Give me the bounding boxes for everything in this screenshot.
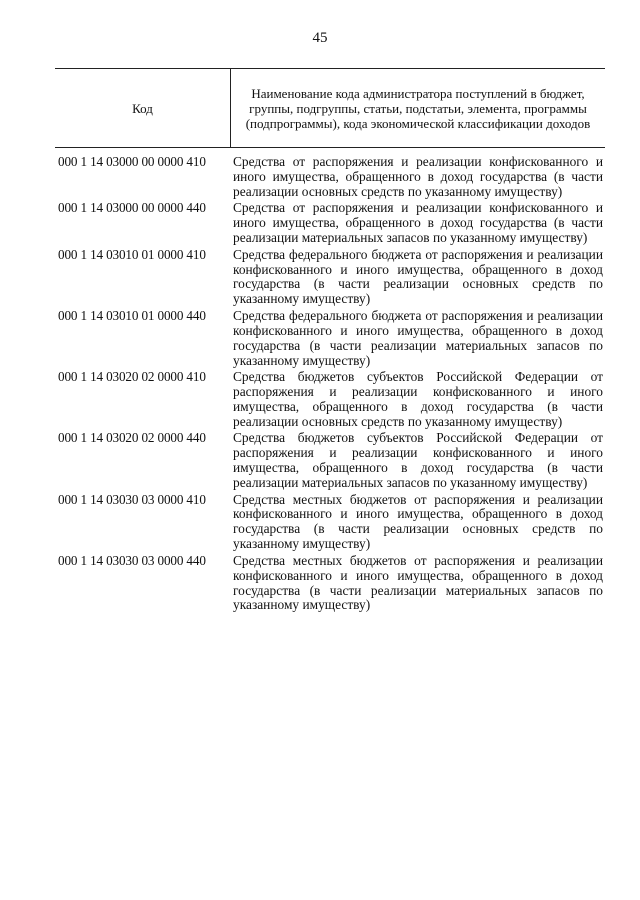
row-description: Средства федерального бюджета от распоряжения и реализации конфискованного и иного имущества, обращенного в доход государства (в части реализации основных средств по указанному имуществу) — [233, 246, 603, 307]
row-description: Средства местных бюджетов от распоряжения и реализации конфискованного и иного имущества, обращенного в доход государства (в части реализации основных средств по указанному имуществу) — [233, 491, 603, 552]
row-code: 000 1 14 03000 00 0000 440 — [58, 200, 206, 216]
row-description: Средства федерального бюджета от распоряжения и реализации конфискованного и иного имущества, обращенного в доход государства (в части реализации материальных запасов по указанному имуществу) — [233, 307, 603, 368]
table-row — [58, 155, 603, 200]
page-number: 45 — [312, 30, 328, 46]
row-code: 000 1 14 03020 02 0000 410 — [58, 369, 206, 385]
column-header-code: Код — [55, 69, 231, 148]
table-row — [58, 554, 603, 614]
row-code: 000 1 14 03010 01 0000 410 — [58, 246, 206, 262]
table-row — [58, 493, 603, 553]
table-row — [58, 248, 603, 308]
row-description: Средства бюджетов субъектов Российской Федерации от распоряжения и реализации конфискованного и иного имущества, обращенного в доход государства (в части реализации материальных запасов по указанному имуществу) — [233, 430, 603, 490]
row-code: 000 1 14 03030 03 0000 440 — [58, 552, 206, 568]
row-code: 000 1 14 03010 01 0000 440 — [58, 307, 206, 323]
row-description: Средства бюджетов субъектов Российской Федерации от распоряжения и реализации конфискованного и иного имущества, обращенного в доход государства (в части реализации основных средств по указанному имуществу) — [233, 369, 603, 429]
row-code: 000 1 14 03020 02 0000 440 — [58, 430, 206, 446]
row-description: Средства от распоряжения и реализации конфискованного и иного имущества, обращенного в доход государства (в части реализации материальных запасов по указанному имуществу) — [233, 200, 603, 246]
row-description: Средства местных бюджетов от распоряжения и реализации конфискованного и иного имущества, обращенного в доход государства (в части реализации материальных запасов по указанному имуществу) — [233, 552, 603, 613]
table-header — [55, 68, 605, 148]
row-code: 000 1 14 03030 03 0000 410 — [58, 491, 206, 507]
table-row — [58, 370, 603, 430]
row-code: 000 1 14 03000 00 0000 410 — [58, 154, 206, 169]
row-description: Средства от распоряжения и реализации конфискованного и иного имущества, обращенного в доход государства (в части реализации основных средств по указанному имуществу) — [233, 154, 603, 199]
classification-list — [58, 155, 603, 615]
column-header-name: Наименование кода администратора поступлений в бюджет, группы, подгруппы, статьи, подстатьи, элемента, программы (подпрограммы), кода экономической классификации доходов — [231, 69, 606, 148]
table-row — [58, 201, 603, 246]
table-row — [58, 431, 603, 491]
table-row — [58, 309, 603, 369]
